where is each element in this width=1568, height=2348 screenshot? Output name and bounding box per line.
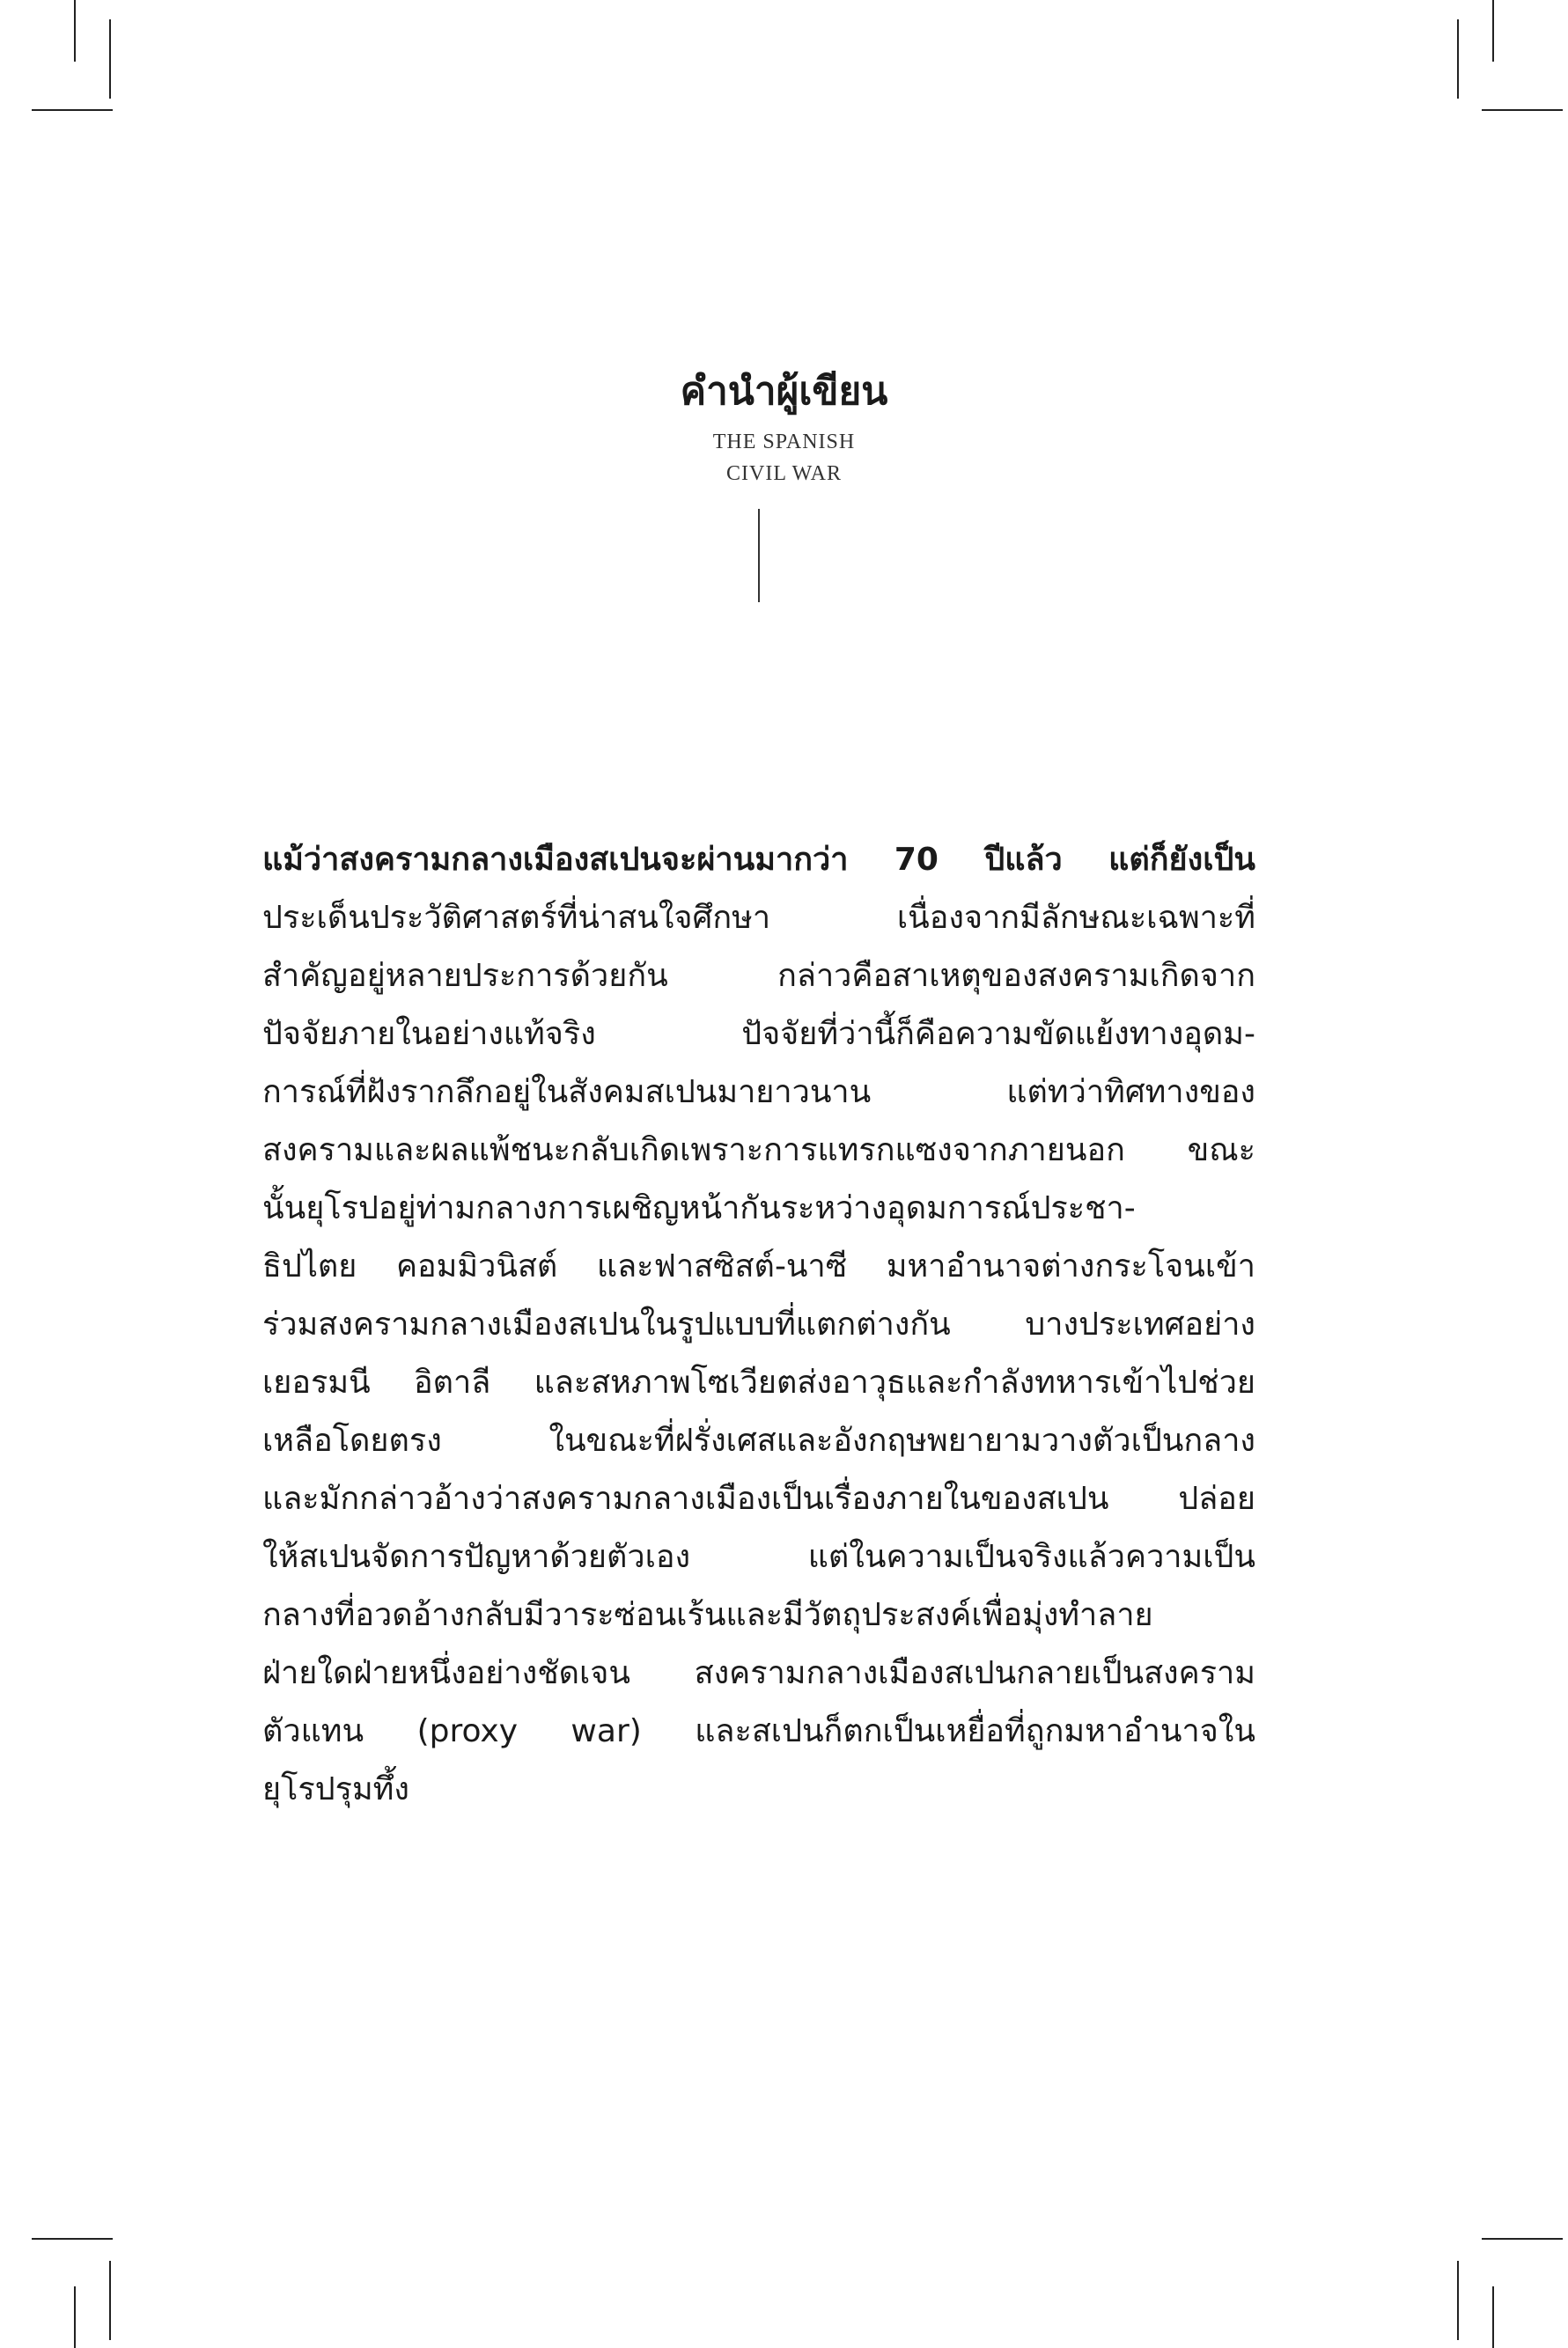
chapter-heading <box>0 361 1568 489</box>
paragraph-line: ยุโรปรุมทึ้ง <box>262 1771 409 1807</box>
crop-mark-bottom-right-v <box>1457 2261 1459 2340</box>
running-head-line-1: THE SPANISH <box>712 431 856 453</box>
paragraph-line: ตัวแทน (proxy war) และสเปนก็ตกเป็นเหยื่อที่ถูกมหาอำนาจใน <box>262 1713 1255 1749</box>
paragraph-line: แม้ว่าสงครามกลางเมืองสเปนจะผ่านมากว่า 70 ปีแล้ว แต่ก็ยังเป็น <box>262 842 1255 878</box>
crop-mark-bottom-left-v2 <box>74 2286 76 2348</box>
paragraph-line: นั้นยุโรปอยู่ท่ามกลางการเผชิญหน้ากันระหว่างอุดมการณ์ประชา- <box>262 1190 1136 1226</box>
paragraph-line: ฝ่ายใดฝ่ายหนึ่งอย่างชัดเจน สงครามกลางเมืองสเปนกลายเป็นสงคราม <box>262 1655 1255 1691</box>
paragraph-line: ให้สเปนจัดการปัญหาด้วยตัวเอง แต่ในความเป็นจริงแล้วความเป็น <box>262 1539 1255 1575</box>
paragraph-line: ประเด็นประวัติศาสตร์ที่น่าสนใจศึกษา เนื่องจากมีลักษณะเฉพาะที่ <box>262 900 1255 936</box>
body-paragraph <box>262 831 1255 1819</box>
title-divider-rule <box>758 509 760 602</box>
crop-mark-top-left-h <box>32 109 113 111</box>
crop-mark-bottom-right-v2 <box>1492 2286 1494 2348</box>
crop-mark-top-left-v <box>109 19 111 99</box>
crop-mark-bottom-left-v <box>109 2261 111 2340</box>
paragraph-line: สำคัญอยู่หลายประการด้วยกัน กล่าวคือสาเหตุของสงครามเกิดจาก <box>262 958 1255 994</box>
crop-mark-top-right-h <box>1482 109 1563 111</box>
paragraph-line: ร่วมสงครามกลางเมืองสเปนในรูปแบบที่แตกต่างกัน บางประเทศอย่าง <box>262 1306 1255 1343</box>
paragraph-line: และมักกล่าวอ้างว่าสงครามกลางเมืองเป็นเรื่องภายในของสเปน ปล่อย <box>262 1481 1255 1517</box>
crop-mark-top-right-v2 <box>1492 0 1494 62</box>
paragraph-line: สงครามและผลแพ้ชนะกลับเกิดเพราะการแทรกแซงจากภายนอก ขณะ <box>262 1132 1255 1168</box>
crop-mark-bottom-right-h <box>1482 2238 1563 2240</box>
crop-mark-top-right-v <box>1457 19 1459 99</box>
paragraph-line: กลางที่อวดอ้างกลับมีวาระซ่อนเร้นและมีวัตถุประสงค์เพื่อมุ่งทำลาย <box>262 1597 1153 1633</box>
paragraph-line: เยอรมนี อิตาลี และสหภาพโซเวียตส่งอาวุธและกำลังทหารเข้าไปช่วย <box>262 1365 1255 1401</box>
paragraph-line: การณ์ที่ฝังรากลึกอยู่ในสังคมสเปนมายาวนาน แต่ทว่าทิศทางของ <box>262 1074 1255 1110</box>
paragraph-line: ธิปไตย คอมมิวนิสต์ และฟาสซิสต์-นาซี มหาอำนาจต่างกระโจนเข้า <box>262 1248 1255 1284</box>
paragraph-line: เหลือโดยตรง ในขณะที่ฝรั่งเศสและอังกฤษพยายามวางตัวเป็นกลาง <box>262 1423 1255 1459</box>
crop-mark-top-left-v2 <box>74 0 76 62</box>
crop-mark-bottom-left-h <box>32 2238 113 2240</box>
paragraph-line: ปัจจัยภายในอย่างแท้จริง ปัจจัยที่ว่านี้ก็คือความขัดแย้งทางอุดม- <box>262 1016 1255 1052</box>
running-head-line-2: CIVIL WAR <box>726 462 842 485</box>
chapter-title: คำนำผู้เขียน <box>680 369 888 414</box>
running-head <box>0 426 1568 489</box>
